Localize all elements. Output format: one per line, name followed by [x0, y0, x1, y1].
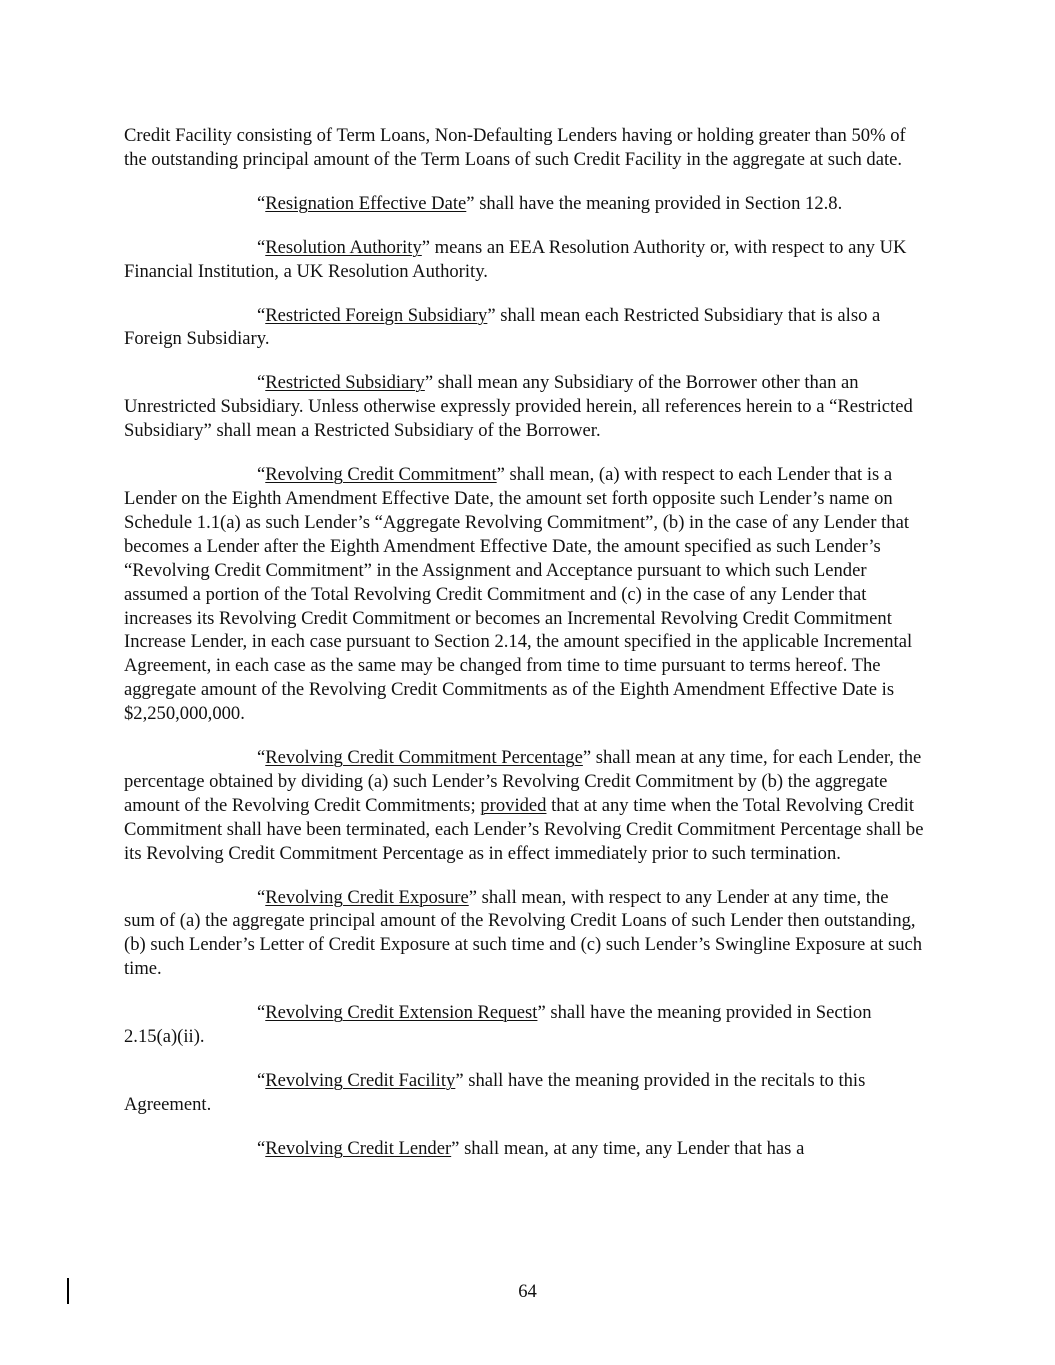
open-quote: “ — [257, 464, 266, 486]
defined-term: Resolution Authority — [265, 236, 422, 258]
paragraph-text: Credit Facility consisting of Term Loans, Non-Defaulting Lenders having or holding greater than 50% of the outstanding principal amount of the Term Loans of such Credit Facility in the aggregate at such date. — [124, 125, 906, 170]
open-quote: “ — [257, 1137, 266, 1159]
definition-paragraph — [124, 192, 924, 216]
open-quote: “ — [257, 1070, 266, 1091]
defined-term: Revolving Credit Facility — [265, 1070, 456, 1091]
defined-term: Revolving Credit Commitment Percentage — [265, 747, 583, 769]
defined-term: Resignation Effective Date — [265, 192, 467, 214]
definition-text: ” shall mean, (a) with respect to each Lender that is a Lender on the Eighth Amendment Effective Date, the amount set forth opposite such Lender’s name on Schedule 1.1(a) as such Lender’s “Aggregate Revolving Commitment”, (b) in the case of any Lender that becomes a Lender after the Eighth Amendment Effective Date, the amount specified as such Lender’s “Revolving Credit Commitment” in the Assignment and Acceptance pursuant to which such Lender assumed a portion of the Total Revolving Credit Commitment and (c) in the case of any Lender that increases its Revolving Credit Commitment or becomes an Incremental Revolving Credit Commitment Increase Lender, in each case pursuant to Section 2.14, the amount specified in the applicable Incremental Agreement, in each case as the same may be changed from time to time pursuant to terms hereof. The aggregate amount of the Revolving Credit Commitments as of the Eighth Amendment Effective Date is $2,250,000,000. — [124, 464, 913, 725]
document-body — [124, 124, 924, 1181]
definition-paragraph — [124, 304, 924, 352]
defined-term: Revolving Credit Exposure — [265, 886, 469, 908]
defined-term: Revolving Credit Extension Request — [265, 1002, 538, 1024]
open-quote: “ — [257, 304, 266, 326]
definition-paragraph — [124, 1137, 924, 1161]
definition-paragraph — [124, 463, 924, 726]
defined-term: Restricted Subsidiary — [265, 372, 425, 394]
open-quote: “ — [257, 886, 266, 908]
definition-text: ” shall have the meaning provided in the recitals to this Agreement. — [124, 1070, 866, 1115]
page-number: 64 — [518, 1281, 537, 1302]
definition-text: ” shall have the meaning provided in Section 2.15(a)(ii). — [124, 1002, 872, 1048]
open-quote: “ — [257, 1002, 266, 1024]
open-quote: “ — [257, 192, 266, 214]
definition-paragraph — [124, 1069, 924, 1117]
definition-paragraph — [124, 746, 924, 866]
definition-text: ” means an EEA Resolution Authority or, with respect to any UK Financial Institution, a UK Resolution Authority. — [124, 236, 907, 282]
definition-text: ” shall have the meaning provided in Section 12.8. — [466, 192, 843, 214]
open-quote: “ — [257, 236, 266, 258]
definition-paragraph — [124, 886, 924, 982]
definition-text-continued: that at any time when the Total Revolving Credit Commitment shall have been terminated, each Lender’s Revolving Credit Commitment Percentage shall be its Revolving Credit Commitment Percentage as in effect immediately prior to such termination. — [124, 794, 924, 864]
definition-paragraph — [124, 236, 924, 284]
defined-term: Revolving Credit Commitment — [265, 464, 497, 486]
proviso-term: provided — [480, 794, 547, 816]
definition-paragraph — [124, 1001, 924, 1049]
definition-paragraph — [124, 371, 924, 443]
open-quote: “ — [257, 372, 266, 394]
defined-term: Restricted Foreign Subsidiary — [265, 304, 488, 326]
defined-term: Revolving Credit Lender — [265, 1137, 452, 1159]
definition-text: ” shall mean, at any time, any Lender that has a — [451, 1137, 805, 1159]
definition-text: ” shall mean, with respect to any Lender at any time, the sum of (a) the aggregate principal amount of the Revolving Credit Loans of such Lender then outstanding, (b) such Lender’s Letter of Credit Exposure at such time and (c) such Lender’s Swingline Exposure at such time. — [124, 886, 923, 980]
definition-paragraph — [124, 124, 924, 172]
definition-text: ” shall mean at any time, for each Lender, the percentage obtained by dividing (a) such Lender’s Revolving Credit Commitment by (b) the aggregate amount of the Revolving Credit Commitments; — [124, 747, 922, 816]
definition-text: ” shall mean any Subsidiary of the Borrower other than an Unrestricted Subsidiary. Unless otherwise expressly provided herein, all references herein to a “Restricted Subsidiary” shall mean a Restricted Subsidiary of the Borrower. — [124, 372, 913, 442]
open-quote: “ — [257, 747, 266, 769]
definition-text: ” shall mean each Restricted Subsidiary that is also a Foreign Subsidiary. — [124, 304, 881, 350]
